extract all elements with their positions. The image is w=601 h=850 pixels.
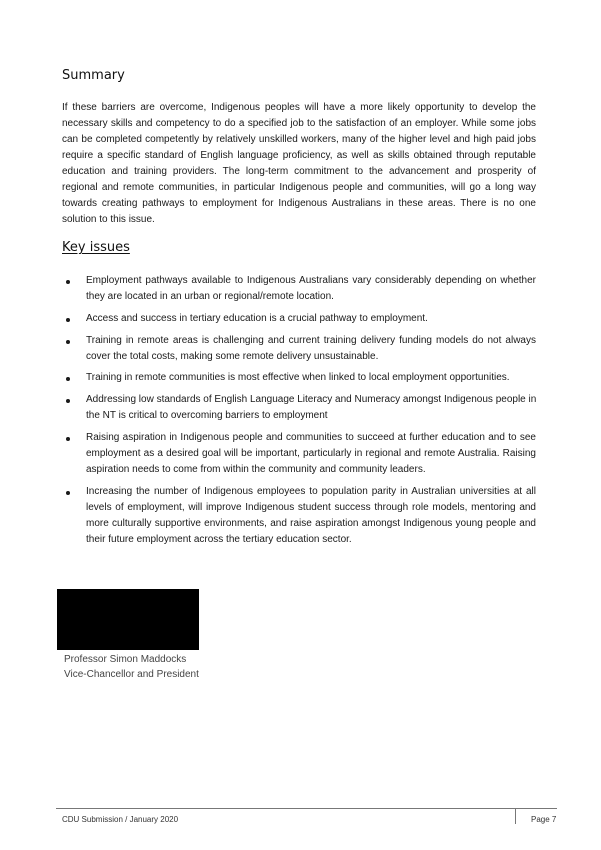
- list-item-line: Addressing low standards of English Language Literacy and Numeracy amongst Indigenous people in: [86, 394, 537, 405]
- summary-line: education and training providers. The long-term commitment to the advancement and prosperity of: [62, 166, 536, 177]
- signatory-title: Vice-Chancellor and President: [64, 669, 199, 680]
- summary-line: can be completed competently by relatively unskilled workers, many of the higher level and high paid jobs: [62, 134, 536, 145]
- bullet-icon: [66, 318, 70, 322]
- list-item-line: Employment pathways available to Indigenous Australians vary considerably depending on whether: [86, 275, 536, 286]
- summary-line: solution to this issue.: [62, 214, 155, 225]
- redacted-signature: [57, 589, 199, 650]
- footer-separator: [515, 808, 516, 824]
- list-item-line: Access and success in tertiary education is a crucial pathway to employment.: [86, 313, 428, 324]
- list-item-line: cover the total costs, making some remote delivery unsustainable.: [86, 351, 379, 362]
- bullet-icon: [66, 377, 70, 381]
- bullet-icon: [66, 340, 70, 344]
- bullet-icon: [66, 437, 70, 441]
- list-item-line: Training in remote areas is challenging and current training delivery funding models do not always: [86, 335, 536, 346]
- list-item-line: their future employment across the tertiary education sector.: [86, 534, 352, 545]
- summary-line: regional and remote communities, in particular Indigenous people and communities, will go a long way: [62, 182, 536, 193]
- page-number: Page 7: [531, 815, 557, 824]
- signatory-name: Professor Simon Maddocks: [64, 654, 187, 665]
- key-issues-heading: Key issues: [62, 240, 130, 255]
- list-item-line: employment as a desired goal will be important, particularly in regional and remote Australia. Raising: [86, 448, 536, 459]
- bullet-icon: [66, 280, 70, 284]
- list-item-line: more culturally supportive environments, and raise aspiration amongst Indigenous young people and: [86, 518, 536, 529]
- footer-document-label: CDU Submission / January 2020: [62, 815, 179, 824]
- summary-line: If these barriers are overcome, Indigenous peoples will have a more likely opportunity to develop the: [62, 102, 536, 113]
- list-item-line: Training in remote communities is most effective when linked to local employment opportunities.: [86, 372, 510, 383]
- list-item-line: Raising aspiration in Indigenous people and communities to succeed at further education and to see: [86, 432, 536, 443]
- bullet-icon: [66, 399, 70, 403]
- footer-divider: [56, 808, 557, 809]
- list-item-line: aspiration needs to come from within the community and community leaders.: [86, 464, 426, 475]
- list-item-line: Increasing the number of Indigenous employees to population parity in Australian universities at all: [86, 486, 536, 497]
- summary-line: require a specific standard of English language proficiency, as well as skills obtained through reputable: [62, 150, 536, 161]
- summary-heading: Summary: [62, 68, 125, 83]
- bullet-icon: [66, 491, 70, 495]
- summary-line: necessary skills and competency to do a specified job to the satisfaction of an employer. While some jobs: [62, 118, 536, 129]
- list-item-line: they are located in an urban or regional/remote location.: [86, 291, 334, 302]
- list-item-line: the NT is critical to overcoming barriers to employment: [86, 410, 328, 421]
- list-item-line: levels of employment, will improve Indigenous student success through role models, mentoring and: [86, 502, 536, 513]
- summary-line: towards creating pathways to employment for Indigenous Australians in these areas. There is no one: [62, 198, 536, 209]
